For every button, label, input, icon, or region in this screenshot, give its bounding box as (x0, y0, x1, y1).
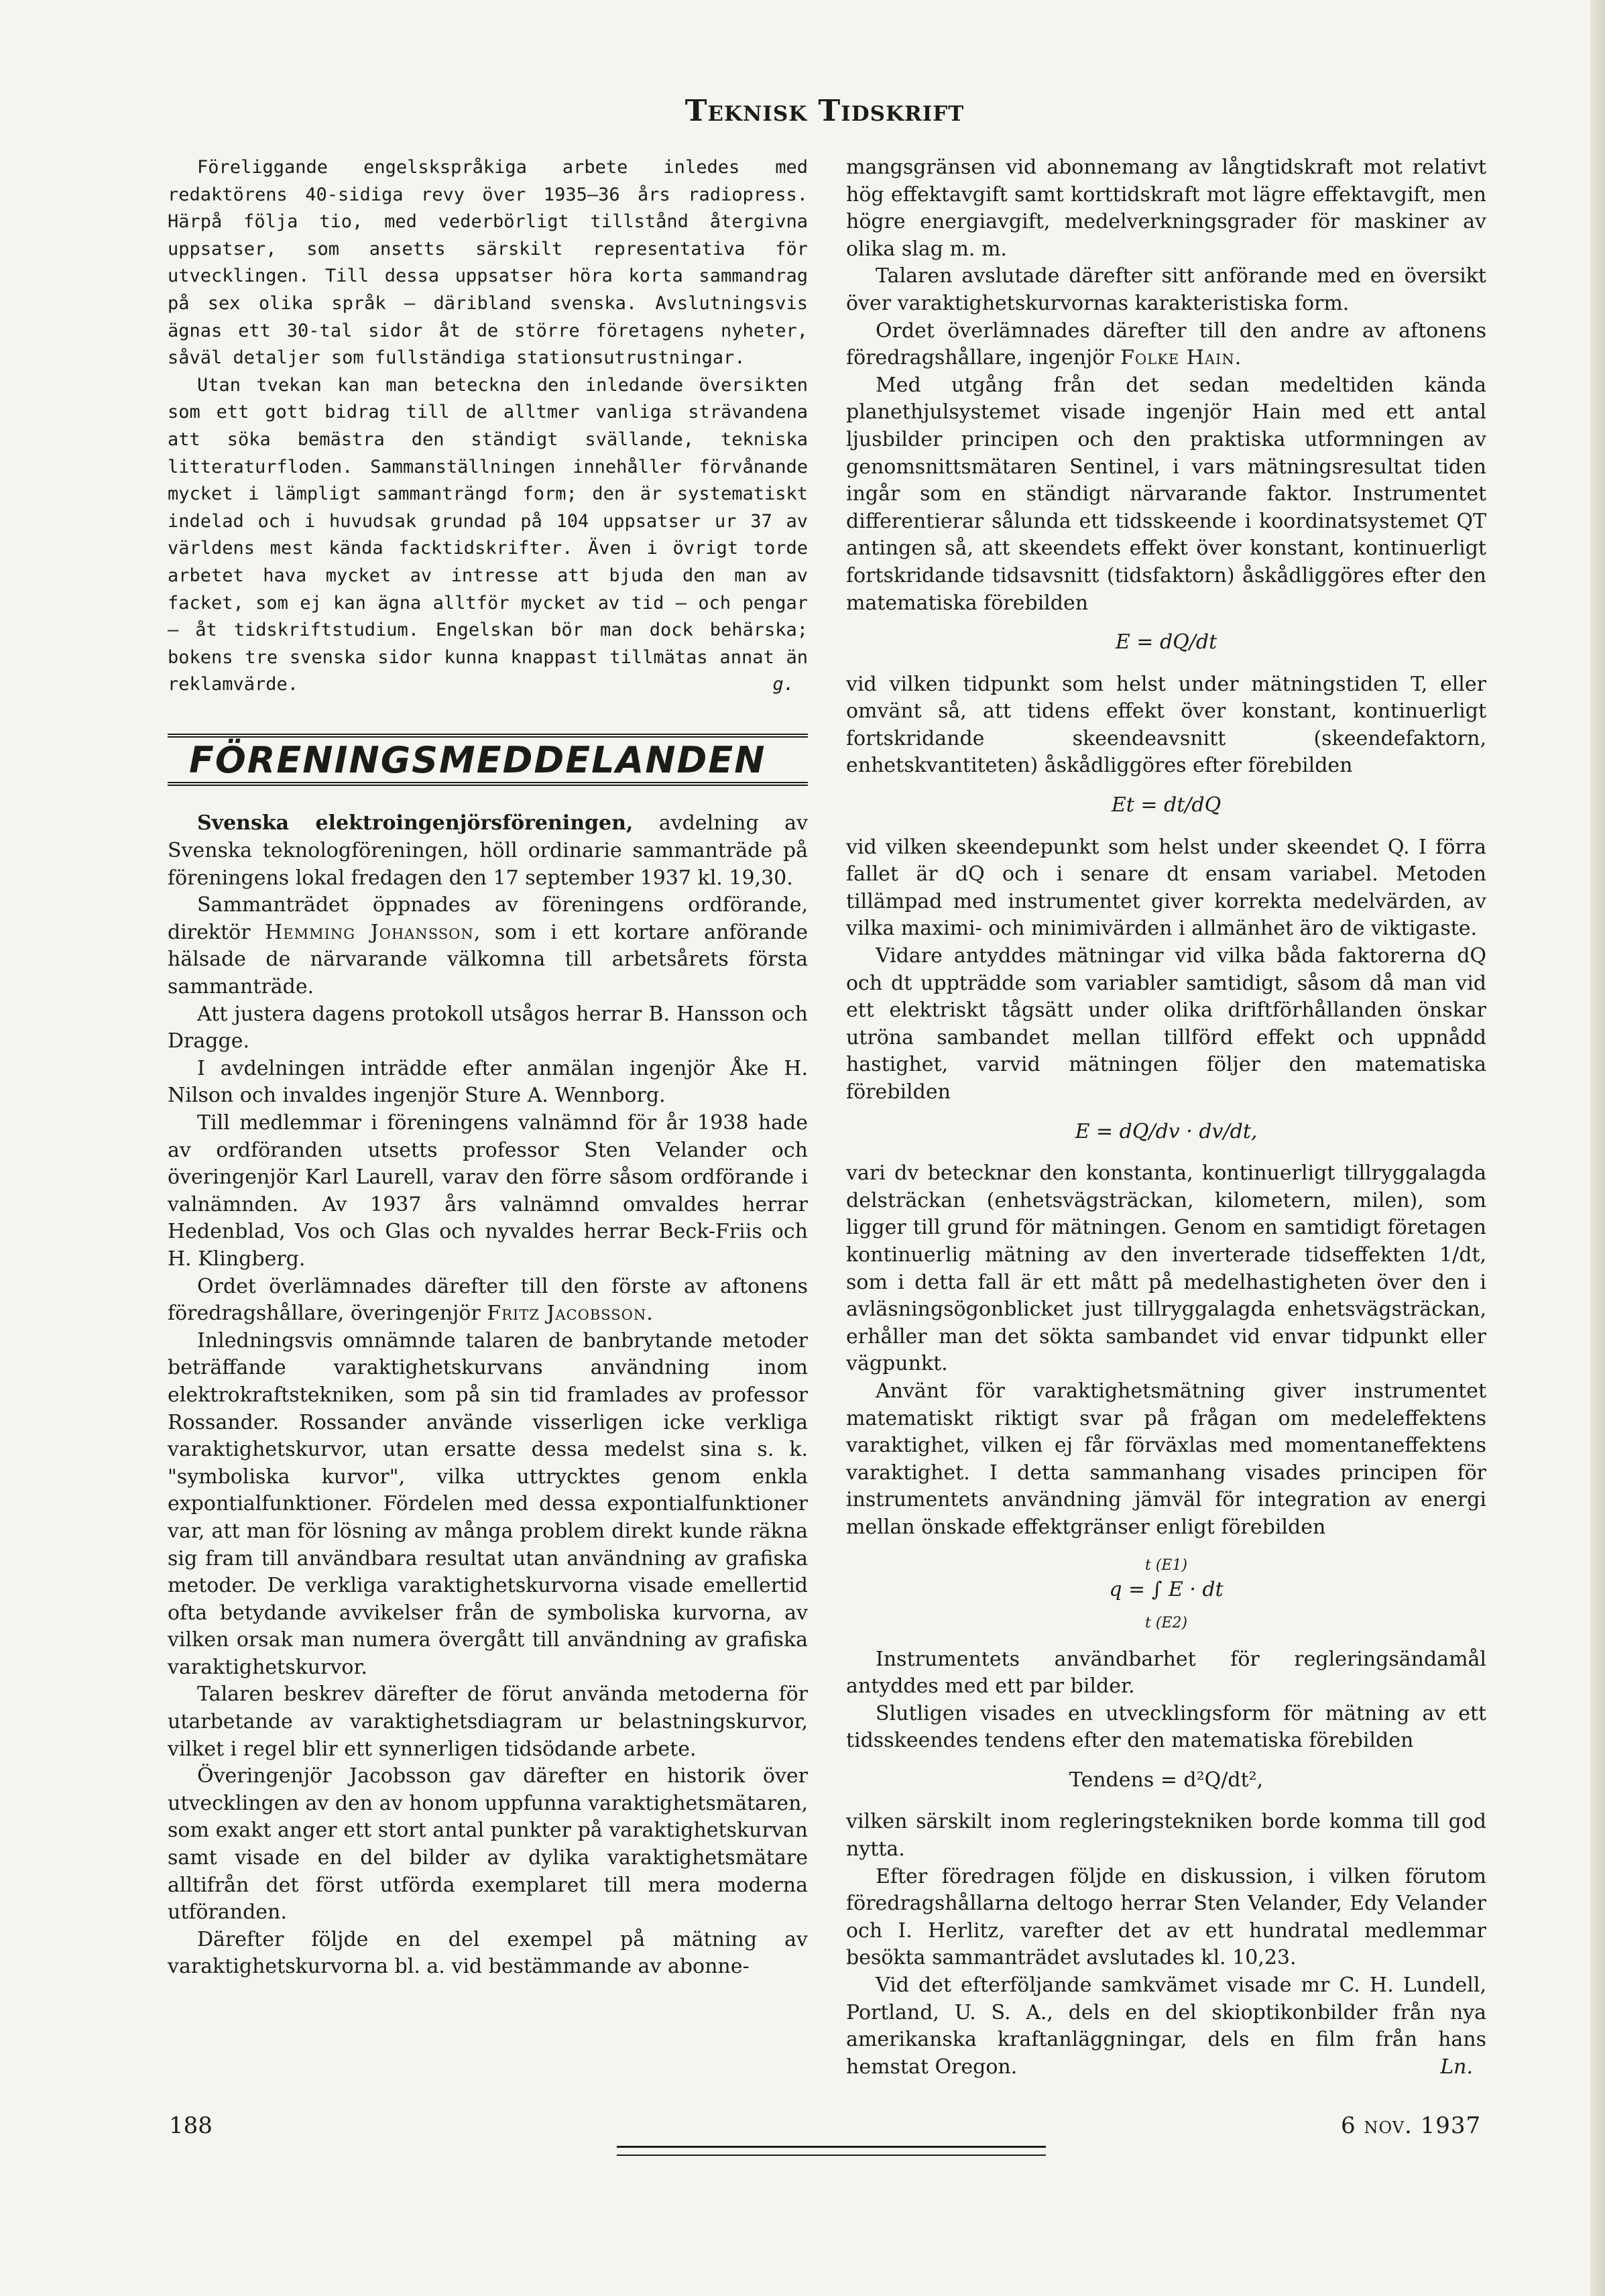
meeting-paragraph: Till medlemmar i föreningens valnämnd för år 1938 hade av ordföranden utsetts professor Sten Velander och överingenjör Karl Laurell, varav den förre såsom ordförande i valnämnden. Av 1937 års valnämnd omvaldes herrar Hedenblad, Vos och Glas och nyvaldes herrar Beck-Friis och H. Klingberg. (168, 1111, 808, 1271)
formula: Et = dt/dQ (1111, 793, 1222, 817)
body-paragraph: Instrumentets användbarhet för regleringsändamål antyddes med ett par bilder. (846, 1647, 1486, 1699)
page-number: 188 (169, 2112, 213, 2139)
integral-lower-limit: t (E2) (1144, 1614, 1188, 1631)
review-paragraph: Utan tvekan kan man beteckna den inledande översikten som ett gott bidrag till de alltmer vanliga strävandena att söka bemästra den ständigt svällande, tekniska litteraturfloden. Sammanställningen innehåller förvånande mycket i lämpligt sammanträngd form; den är systematiskt indelad och i huvudsak grundad på 104 uppsatser ur 37 av världens mest kända facktidskrifter. Även i övrigt torde arbetet hava mycket av intresse att bjuda den man av facket, som ej kan ägna alltför mycket av tid — och pengar — åt tidskriftstudium. Engelskan bör man dock behärska; bokens tre svenska sidor kunna knappast tillmätas annat än reklamvärde. g. (168, 372, 808, 699)
formula: Tendens = d²Q/dt², (1069, 1768, 1264, 1792)
body-paragraph: Ordet överlämnades därefter till den andre av aftonens föredragshållare, ingenjör Folke Hain. (846, 319, 1486, 370)
review-signature: g. (772, 674, 794, 695)
person-name: Fritz Jacobsson (487, 1302, 647, 1326)
body-paragraph: Efter föredragen följde en diskussion, i vilken förutom föredragshållarna deltogo herrar Sten Velander, Edy Velander och I. Herlitz, varefter det av ett hundratal medlemmar besökta sammanträdet avslutades kl. 10,23. (846, 1864, 1486, 1970)
meeting-paragraph: I avdelningen inträdde efter anmälan ingenjör Åke H. Nilson och invaldes ingenjör Sture A. Wennborg. (168, 1056, 808, 1108)
integral-upper-limit: t (E1) (1144, 1556, 1188, 1574)
integral-formula (846, 1552, 1486, 1640)
meeting-paragraph: Att justera dagens protokoll utsågos herrar B. Hansson och Dragge. (168, 1002, 808, 1053)
section-banner: FÖRENINGSMEDDELANDEN (168, 734, 808, 787)
body-paragraph: vilken särskilt inom regleringstekniken borde komma till god nytta. (846, 1810, 1486, 1861)
footer-rule (617, 2146, 1046, 2156)
meeting-paragraph: Överingenjör Jacobsson gav därefter en historik över utvecklingen av den av honom uppfunna varaktighetsmätaren, som exakt anger ett stort antal punkter på varaktighetskurvan samt visade en del bilder av dylika varaktighetsmätare alltifrån det först utförda exemplaret till mera moderna utföranden. (168, 1764, 808, 1925)
body-paragraph: Vid det efterföljande samkvämet visade mr C. H. Lundell, Portland, U. S. A., dels en del skioptikonbilder från nya amerikanska kraftanläggningar, dels en film från hans hemstat Oregon. Ln. (846, 1972, 1486, 2081)
meeting-paragraph: Svenska elektroingenjörsföreningen, avdelning av Svenska teknologföreningen, höll ordinarie sammanträde på föreningens lokal fredagen den 17 september 1937 kl. 19,30. (168, 811, 809, 890)
integral-expression: q = ∫ E · dt (1109, 1577, 1224, 1601)
article-signature: Ln. (1440, 2055, 1473, 2079)
person-name: Hemming Johansson (265, 920, 474, 944)
body-paragraph: Talaren avslutade därefter sitt anförande med en översikt över varaktighetskurvornas karakteristiska form. (846, 264, 1486, 315)
meeting-paragraph: Inledningsvis omnämnde talaren de banbrytande metoder beträffande varaktighetskurvans användning inom elektrokraftstekniken, som på sin tid framlades av professor Rossander. Rossander använde visserligen icke verkliga varaktighetskurvor, utan ersatte dessa medelst sina s. k. "symboliska kurvor", vilka uttrycktes genom enkla expontialfunktioner. Fördelen med dessa expontialfunktioner var, att man för lösning av många problem direkt kunde räkna sig fram till användbara resultat utan användning av grafiska metoder. De verkliga varaktighetskurvorna visade emellertid ofta betydande avvikelser från de symboliska kurvorna, av vilken orsak man numera övergått till användning av grafiska varaktighetskurvor. (168, 1328, 808, 1679)
body-paragraph: vari dv betecknar den konstanta, kontinuerligt tillryggalagda delsträckan (enhetsvägsträckan, kilometern, milen), som ligger till grund för mätningen. Genom en samtidigt företagen kontinuerlig mätning av den inverterade tidseffekten 1/dt, som i detta fall är ett mått på medelhastigheten över den i avläsningsögonblicket just tillryggalagda enhetsvägsträckan, erhåller man det sökta sambandet vid envar tidpunkt eller vägpunkt. (846, 1161, 1486, 1376)
body-paragraph: mangsgränsen vid abonnemang av långtidskraft mot relativt hög effektavgift samt korttidskraft mot lägre effektavgift, men högre energiavgift, medelverkningsgrader för maskiner av olika slag m. m. (846, 156, 1486, 261)
left-column (168, 154, 808, 1981)
body-paragraph: Använt för varaktighetsmätning giver instrumentet matematiskt riktigt svar på frågan om medeleffektens varaktighet, vilken ej får förväxlas med momentaneffektens varaktighet. I detta sammanhang visades principen för instrumentets användning jämväl för integration av energi mellan önskade effektgränser enligt förebilden (846, 1379, 1486, 1539)
book-review (168, 154, 808, 699)
formula: E = dQ/dv · dv/dt, (1075, 1119, 1258, 1143)
meeting-paragraph: Därefter följde en del exempel på mätning av varaktighetskurvorna bl. a. vid bestämmande av abonne- (168, 1927, 808, 1979)
body-paragraph: vid vilken skeendepunkt som helst under skeendet Q. I förra fallet är dQ och i senare dt ensam variabel. Metoden tillämpad med instrumentet giver korrekta medelvärden, av vilka maximi- och minimivärden i allmänhet äro de viktigaste. (846, 835, 1486, 941)
right-column (846, 154, 1486, 2081)
issue-date: 6 nov. 1937 (1341, 2112, 1482, 2139)
meeting-paragraph: Sammanträdet öppnades av föreningens ordförande, direktör Hemming Johansson, som i ett kortare anförande hälsade de närvarande välkomna till arbetsårets första sammanträde. (168, 893, 808, 999)
person-name: Folke Hain (1120, 346, 1235, 370)
review-paragraph: Föreliggande engelskspråkiga arbete inledes med redaktörens 40-sidiga revy över 1935—36 års radiopress. Härpå följa tio, med vederbörligt tillstånd återgivna uppsatser, som ansetts särskilt representativa för utvecklingen. Till dessa uppsatser höra korta sammandrag på sex olika språk — däribland svenska. Avslutningsvis ägnas ett 30-tal sidor åt de större företagens nyheter, såväl detaljer som fullständiga stationsutrustningar. (168, 157, 808, 369)
journal-title: Teknisk Tidskrift (685, 94, 965, 128)
formula: E = dQ/dt (1115, 630, 1217, 654)
meeting-paragraph: Talaren beskrev därefter de förut använda metoderna för utarbetande av varaktighetsdiagram ur belastningskurvor, vilket i regel blir ett synnerligen tidsödande arbete. (168, 1682, 808, 1761)
body-paragraph: Slutligen visades en utvecklingsform för mätning av ett tidsskeendes tendens efter den matematiska förebilden (846, 1701, 1486, 1753)
body-paragraph: Vidare antyddes mätningar vid vilka båda faktorerna dQ och dt uppträdde som variabler samtidigt, såsom då man vid ett elektriskt tågsätt under olika driftförhållanden önskar utröna sambandet mellan tillförd effekt och uppnådd hastighet, varvid mätningen följer den matematiska förebilden (846, 944, 1486, 1104)
meeting-paragraph: Ordet överlämnades därefter till den förste av aftonens föredragshållare, överingenjör Fritz Jacobsson. (168, 1274, 808, 1326)
body-paragraph: vid vilken tidpunkt som helst under mätningstiden T, eller omvänt så, att tidens effekt över konstant, kontinuerligt fortskridande skeendeavsnitt (skeendefaktorn, enhetskvantiteten) åskådliggöres efter förebilden (846, 672, 1486, 778)
page-edge (1590, 0, 1605, 2296)
society-name: Svenska elektroingenjörsföreningen, (197, 811, 634, 836)
body-paragraph: Med utgång från det sedan medeltiden kända planethjulsystemet visade ingenjör Hain med ett antal ljusbilder principen och den praktiska utformningen av genomsnittsmätaren Sentinel, i vars mätningsresultat tiden ingår som en ständigt närvarande faktor. Instrumentet differentierar sålunda ett tidsskeende i koordinatsystemet QT antingen så, att skeendets effekt över konstant, kontinuerligt fortskridande tidsavsnitt (tidsfaktorn) åskådliggöres efter den matematiska förebilden (846, 373, 1486, 615)
